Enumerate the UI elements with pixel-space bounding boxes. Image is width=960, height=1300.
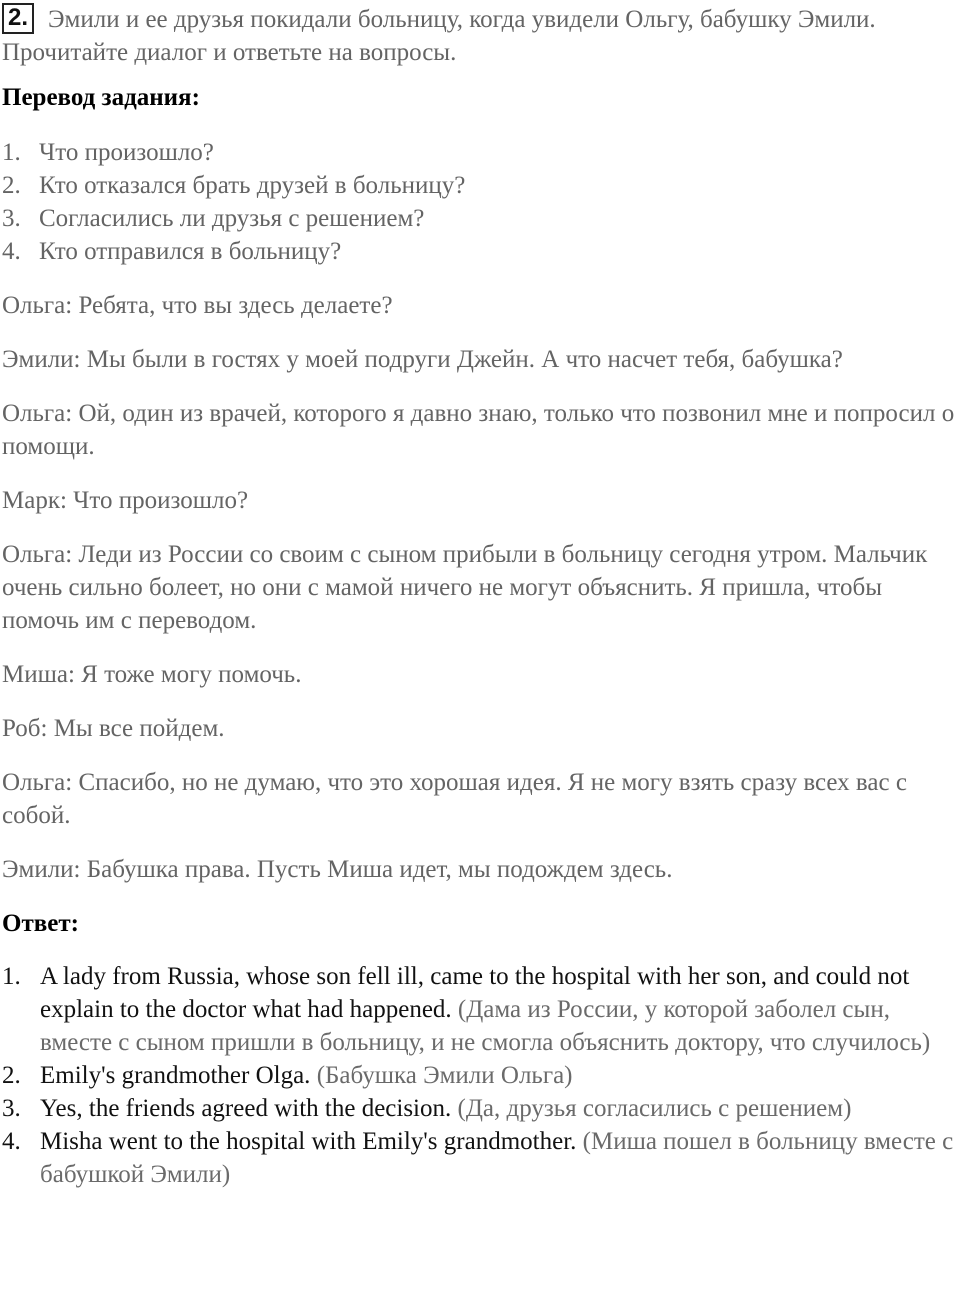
question-text: Кто отправился в больницу? (39, 238, 342, 265)
question-text: Согласились ли друзья с решением? (39, 205, 425, 232)
question-text: Что произошло? (39, 139, 214, 166)
answer-item (2, 960, 960, 1059)
task-number-badge: 2. (2, 3, 34, 34)
answer-number: 2. (2, 1062, 21, 1089)
question-item (2, 202, 960, 235)
question-number: 2. (2, 172, 21, 199)
task-intro (2, 3, 960, 69)
dialog-line: Роб: Мы все пойдем. (2, 715, 225, 742)
answer-russian: (Миша пошел в больницу вместе с бабушкой Эмили) (40, 1128, 954, 1188)
dialog-line: Эмили: Мы были в гостях у моей подруги Джейн. А что насчет тебя, бабушка? (2, 346, 843, 373)
question-item (2, 136, 960, 169)
question-number: 3. (2, 205, 21, 232)
answer-item (2, 1125, 960, 1191)
dialog-line: Эмили: Бабушка права. Пусть Миша идет, мы подождем здесь. (2, 856, 673, 883)
question-list (2, 136, 960, 268)
task-intro-text: Эмили и ее друзья покидали больницу, когда увидели Ольгу, бабушку Эмили. Прочитайте диалог и ответьте на вопросы. (2, 6, 876, 66)
answer-number: 4. (2, 1128, 21, 1155)
dialog-line: Ольга: Леди из России со своим с сыном прибыли в больницу сегодня утром. Мальчик очень сильно болеет, но они с мамой ничего не могут объяснить. Я пришла, чтобы помочь им с переводом. (2, 541, 928, 634)
answer-item (2, 1092, 960, 1125)
answer-body (40, 1125, 960, 1191)
answer-item (2, 1059, 960, 1092)
answer-body (40, 1059, 573, 1092)
answer-english: A lady from Russia, whose son fell ill, came to the hospital with her son, and could not explain to the doctor what had happened. (40, 963, 910, 1023)
dialog-line: Марк: Что произошло? (2, 487, 249, 514)
translation-heading: Перевод задания: (2, 84, 200, 111)
question-number: 1. (2, 139, 21, 166)
answer-russian: (Дама из России, у которой заболел сын, вместе с сыном пришли в больницу, и не смогла объяснить доктору, что случилось) (40, 996, 931, 1056)
dialog-line: Ольга: Ребята, что вы здесь делаете? (2, 292, 393, 319)
answer-number: 1. (2, 963, 21, 990)
answer-body (40, 960, 960, 1059)
dialog-line: Ольга: Ой, один из врачей, которого я давно знаю, только что позвонил мне и попросил о помощи. (2, 400, 955, 460)
answer-list (2, 960, 960, 1191)
answer-heading: Ответ: (2, 910, 79, 937)
answer-body (40, 1092, 851, 1125)
dialog-line: Миша: Я тоже могу помочь. (2, 661, 302, 688)
question-item (2, 235, 960, 268)
question-number: 4. (2, 238, 21, 265)
question-item (2, 169, 960, 202)
question-text: Кто отказался брать друзей в больницу? (39, 172, 466, 199)
answer-russian: (Бабушка Эмили Ольга) (316, 1062, 573, 1089)
dialog (2, 289, 960, 886)
answer-english: Emily's grandmother Olga. (40, 1062, 311, 1089)
answer-english: Misha went to the hospital with Emily's grandmother. (40, 1128, 577, 1155)
answer-russian: (Да, друзья согласились с решением) (457, 1095, 852, 1122)
answer-english: Yes, the friends agreed with the decision. (40, 1095, 452, 1122)
answer-number: 3. (2, 1095, 21, 1122)
dialog-line: Ольга: Спасибо, но не думаю, что это хорошая идея. Я не могу взять сразу всех вас с собой. (2, 769, 907, 829)
